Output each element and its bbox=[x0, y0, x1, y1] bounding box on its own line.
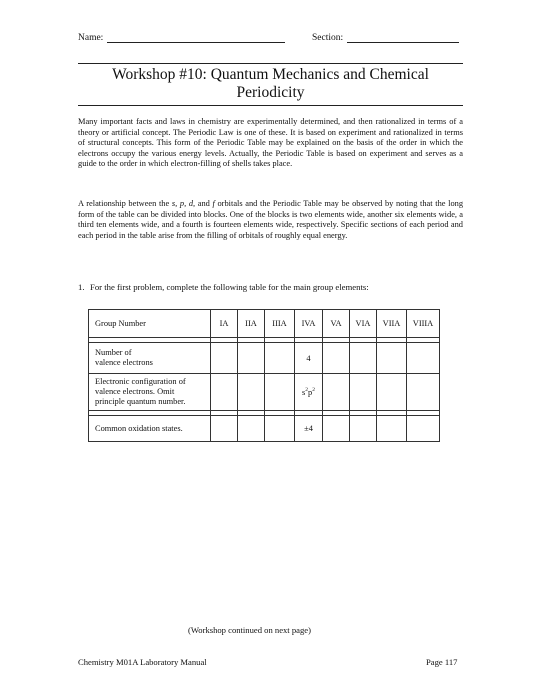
table-row-oxidation bbox=[89, 416, 440, 442]
config-p: p bbox=[308, 387, 313, 397]
continued-note: (Workshop continued on next page) bbox=[188, 625, 311, 635]
question-text: For the first problem, complete the following table for the main group elements: bbox=[90, 282, 369, 292]
footer-page-number: Page 117 bbox=[426, 657, 458, 667]
cell-valence-va[interactable] bbox=[323, 343, 350, 374]
title-rule-bottom bbox=[78, 105, 463, 106]
question-number: 1. bbox=[78, 282, 85, 292]
p2-orbitals: s, p, d, bbox=[171, 199, 196, 208]
p2-f: f bbox=[212, 199, 215, 208]
cell-valence-viia[interactable] bbox=[377, 343, 407, 374]
cell-oxidation-viiia[interactable] bbox=[407, 416, 440, 442]
config-label-line-2: valence electrons. Omit bbox=[95, 387, 175, 396]
valence-row-label bbox=[89, 343, 211, 374]
cell-config-via[interactable] bbox=[350, 374, 377, 411]
cell-config-viiia[interactable] bbox=[407, 374, 440, 411]
cell-oxidation-va[interactable] bbox=[323, 416, 350, 442]
group-header-ia: IA bbox=[211, 310, 238, 338]
config-s-superscript: 2 bbox=[305, 386, 309, 393]
cell-config-viia[interactable] bbox=[377, 374, 407, 411]
name-label: Name: bbox=[78, 33, 104, 43]
group-header-viiia: VIIIA bbox=[407, 310, 440, 338]
cell-config-ia[interactable] bbox=[211, 374, 238, 411]
group-header-viia: VIIA bbox=[377, 310, 407, 338]
config-p-superscript: 2 bbox=[312, 386, 315, 393]
title-line-2: Periodicity bbox=[236, 84, 305, 101]
cell-oxidation-via[interactable] bbox=[350, 416, 377, 442]
title-line-1: Workshop #10: Quantum Mechanics and Chemical bbox=[112, 66, 429, 83]
cell-valence-via[interactable] bbox=[350, 343, 377, 374]
cell-valence-iva: 4 bbox=[295, 343, 323, 374]
group-number-header: Group Number bbox=[89, 310, 211, 338]
table-row-header bbox=[89, 310, 440, 338]
cell-oxidation-iva: ±4 bbox=[295, 416, 323, 442]
p2-and: and bbox=[195, 199, 213, 208]
group-header-iia: IIA bbox=[238, 310, 265, 338]
name-field[interactable] bbox=[78, 33, 285, 43]
oxidation-row-label: Common oxidation states. bbox=[89, 416, 211, 442]
cell-valence-viiia[interactable] bbox=[407, 343, 440, 374]
cell-oxidation-ia[interactable] bbox=[211, 416, 238, 442]
section-blank-line[interactable] bbox=[347, 33, 459, 43]
group-header-va: VA bbox=[323, 310, 350, 338]
footer-manual-title: Chemistry M01A Laboratory Manual bbox=[78, 657, 207, 667]
group-header-iiia: IIIA bbox=[265, 310, 295, 338]
config-s: s bbox=[302, 387, 306, 397]
cell-config-iia[interactable] bbox=[238, 374, 265, 411]
cell-config-iiia[interactable] bbox=[265, 374, 295, 411]
cell-valence-iiia[interactable] bbox=[265, 343, 295, 374]
cell-config-iva bbox=[295, 374, 323, 411]
p2-prefix: A relationship between the bbox=[78, 199, 172, 208]
section-field[interactable] bbox=[312, 33, 459, 43]
valence-label-line-1: Number of bbox=[95, 348, 132, 357]
question-1 bbox=[78, 282, 463, 292]
cell-valence-ia[interactable] bbox=[211, 343, 238, 374]
table-row-valence bbox=[89, 343, 440, 374]
config-label-line-1: Electronic configuration of bbox=[95, 377, 186, 386]
cell-oxidation-iia[interactable] bbox=[238, 416, 265, 442]
cell-oxidation-iiia[interactable] bbox=[265, 416, 295, 442]
page-title bbox=[78, 66, 463, 102]
cell-valence-iia[interactable] bbox=[238, 343, 265, 374]
table-row-configuration bbox=[89, 374, 440, 411]
orbital-paragraph bbox=[78, 199, 463, 241]
name-blank-line[interactable] bbox=[107, 33, 285, 43]
valence-label-line-2: valence electrons bbox=[95, 358, 153, 367]
config-label-line-3: principle quantum number. bbox=[95, 397, 186, 406]
group-header-via: VIA bbox=[350, 310, 377, 338]
intro-paragraph: Many important facts and laws in chemistry are experimentally determined, and then rationalized in terms of a theory or artificial concept. The Periodic Law is one of these. It is based on experiment and rationalized in terms of structural concepts. This form of the Periodic Table may be explained on the basis of the order in which the electrons occupy the various energy levels. Actually, the Periodic Table is based on experiment and serves as a guide to the order in which electron-filling of shells takes place. bbox=[78, 117, 463, 169]
section-label: Section: bbox=[312, 33, 344, 43]
cell-config-va[interactable] bbox=[323, 374, 350, 411]
main-group-table bbox=[88, 309, 440, 442]
configuration-row-label bbox=[89, 374, 211, 411]
p2-rest: orbitals and the Periodic Table may be observed by noting that the long form of the table can be divided into blocks. One of the blocks is two elements wide, another six elements wide, a third ten elements wide, and a fourth is fourteen elements wide, respectively. Specific sections of each period and each period in the table arise from the filling of orbitals of roughly equal energy. bbox=[78, 199, 464, 240]
group-header-iva: IVA bbox=[295, 310, 323, 338]
cell-oxidation-viia[interactable] bbox=[377, 416, 407, 442]
title-rule-top bbox=[78, 63, 463, 64]
